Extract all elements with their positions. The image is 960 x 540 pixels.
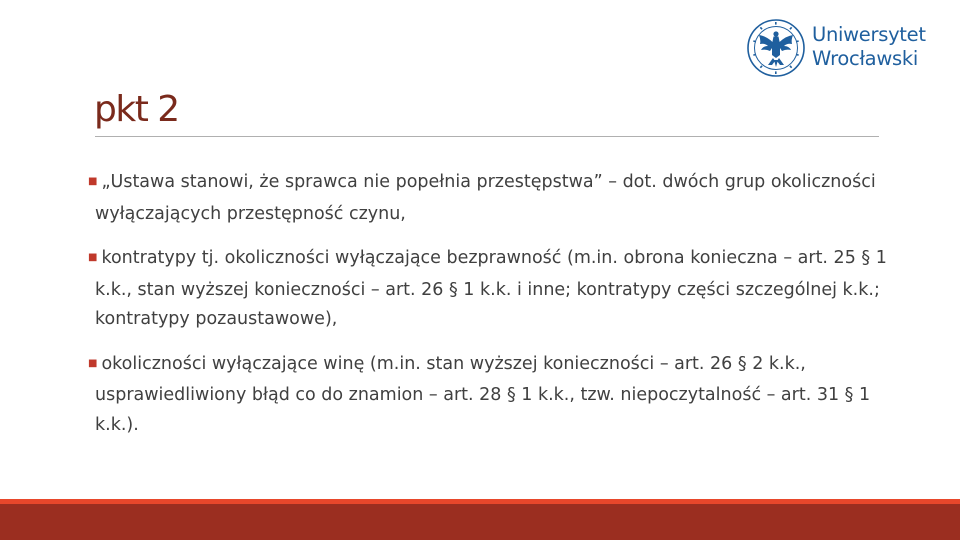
bullet-text: okoliczności wyłączające winę (m.in. stan wyższej konieczności – art. 26 § 2 k.k., usprawiedliwiony błąd co do znamion – art. 28 § 1 k.k., tzw. niepoczytalność – art. 31 § 1 k.k.). [95,353,871,435]
bullet-list [88,168,908,440]
bullet-text: kontratypy tj. okoliczności wyłączające bezprawność (m.in. obrona konieczna – art. 25 § 1 k.k., stan wyższej konieczności – art. 26 § 1 k.k. i inne; kontratypy części szczególnej k.k.; kontratypy pozaustawowe), [95,248,887,329]
bullet-text: „Ustawa stanowi, że sprawca nie popełnia przestępstwa” – dot. dwóch grup okoliczności wyłączających przestępność czynu, [95,172,876,224]
slide-title: pkt 2 [94,89,179,130]
title-divider [95,136,879,137]
list-item [88,244,908,335]
bullet-square-icon: ■ [88,357,98,369]
list-item [88,168,908,229]
logo-line-2: Wrocławski [812,47,918,70]
university-logo [746,18,930,78]
footer-bar-main [0,504,960,540]
logo-wordmark [812,23,926,71]
logo-line-1: Uniwersytet [812,23,926,46]
university-eagle-emblem-icon [746,18,806,78]
list-item [88,350,908,441]
footer-bar [0,499,960,540]
bullet-square-icon: ■ [88,176,98,187]
bullet-square-icon: ■ [88,252,98,263]
